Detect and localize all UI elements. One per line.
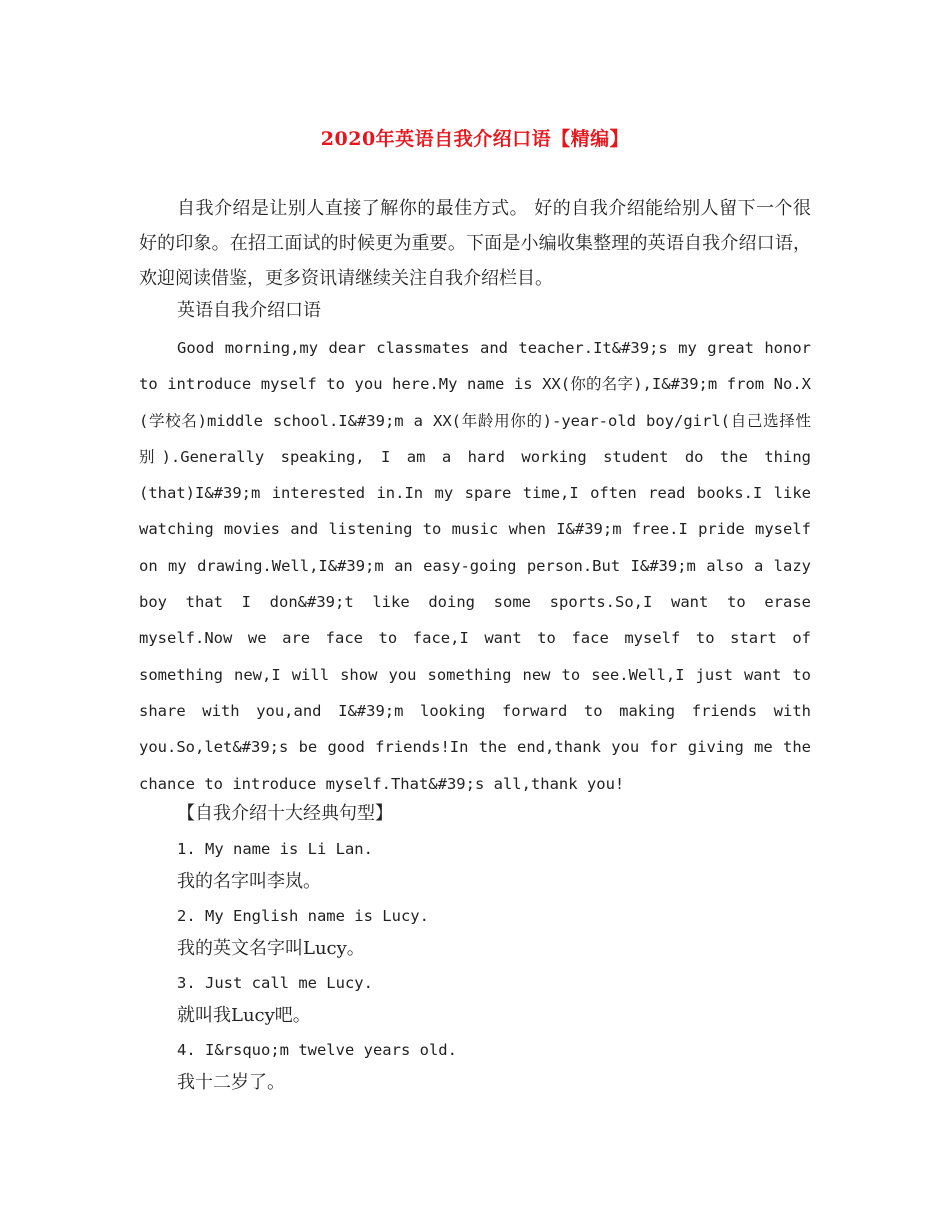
sentence-en: 4. I&rsquo;m twelve years old. (177, 1041, 457, 1059)
document-title: 2020年英语自我介绍口语【精编】 (320, 128, 630, 150)
intro-paragraph: 自我介绍是让别人直接了解你的最佳方式。 好的自我介绍能给别人留下一个很好的印象。在招工面试的时候更为重要。下面是小编收集整理的英语自我介绍口语，欢迎阅读借鉴，更多资讯请继续关注自我介绍栏目。 (139, 198, 811, 289)
section-heading: 英语自我介绍口语 (177, 300, 321, 321)
sentence-en: 2. My English name is Lucy. (177, 907, 429, 925)
sentence-cn: 我的英文名字叫Lucy。 (177, 938, 365, 959)
sentence-cn: 我十二岁了。 (177, 1072, 285, 1093)
sentence-cn: 就叫我Lucy吧。 (177, 1005, 311, 1026)
sentence-cn: 我的名字叫李岚。 (177, 871, 321, 892)
speech-paragraph: Good morning,my dear classmates and teacher.It&#39;s my great honor to introduce myself to you here.My name is XX(你的名字),I&#39;m from No.X (学校名)middle school.I&#39;m a XX(年龄用你的)-year-old boy/girl(自己选择性别).Generally speaking, I am a hard working student do the thing (that)I&#39;m interested in.In my spare time,I often read books.I like watching movies and listening to music when I&#39;m free.I pride myself on my drawing.Well,I&#39;m an easy-going person.But I&#39;m also a lazy boy that I don&#39;t like doing some sports.So,I want to erase myself.Now we are face to face,I want to face myself to start of something new,I will show you something new to see.Well,I just want to share with you,and I&#39;m looking forward to making friends with you.So,let&#39;s be good friends!In the end,thank you for giving me the chance to introduce myself.That&#39;s all,thank you! (139, 339, 811, 793)
sentence-en: 3. Just call me Lucy. (177, 974, 373, 992)
classic-sentences-heading: 【自我介绍十大经典句型】 (177, 803, 393, 824)
sentence-en: 1. My name is Li Lan. (177, 840, 373, 858)
